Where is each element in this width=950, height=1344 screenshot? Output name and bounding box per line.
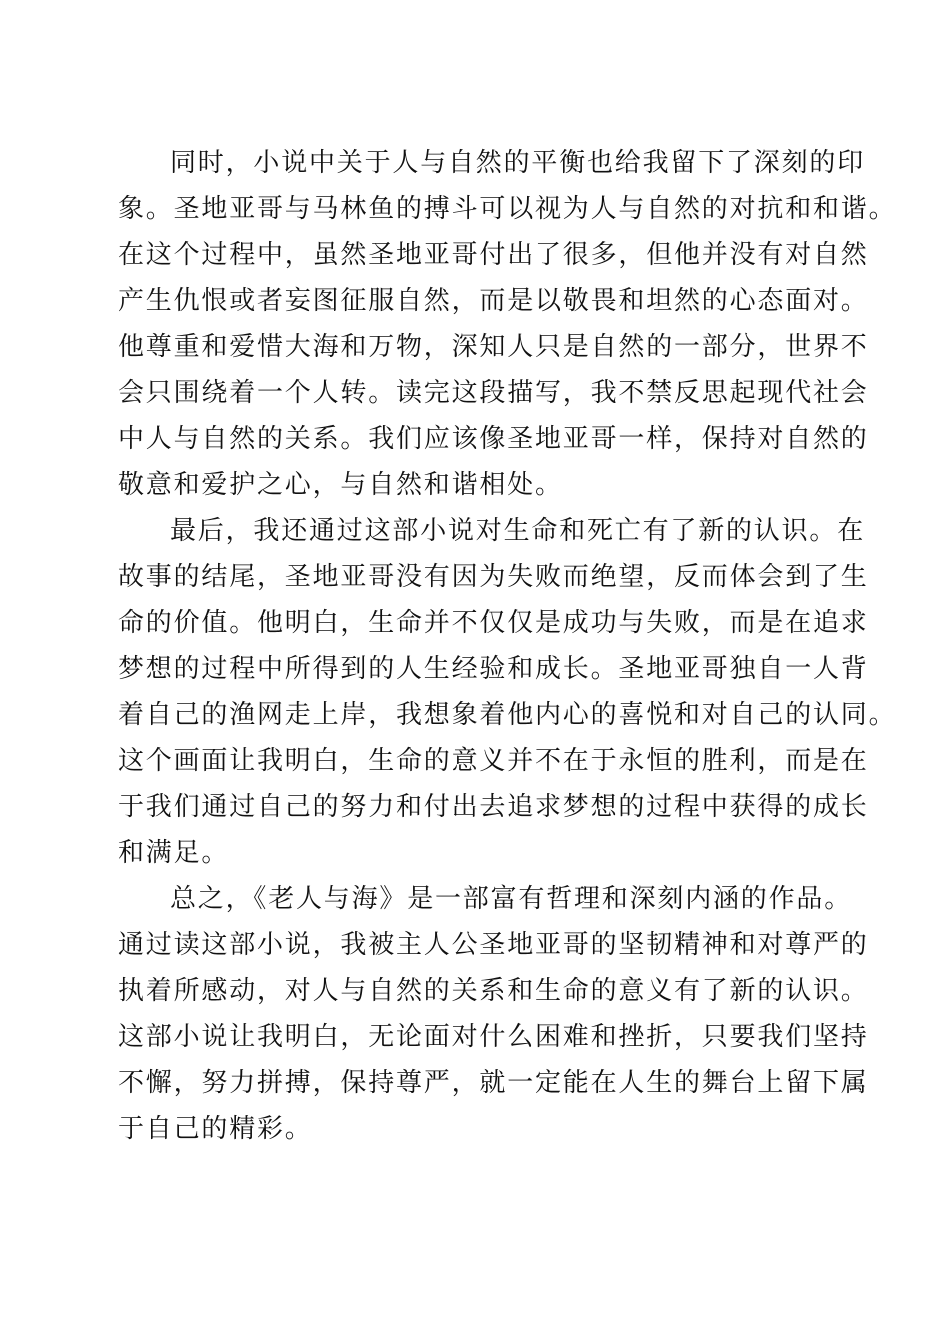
paragraph-3-line-3: 执着所感动，对人与自然的关系和生命的意义有了新的认识。 <box>118 976 869 1006</box>
paragraph-3-line-2: 通过读这部小说，我被主人公圣地亚哥的坚韧精神和对尊严的 <box>118 930 869 960</box>
paragraph-3-line-1: 总之，《老人与海》是一部富有哲理和深刻内涵的作品。 <box>170 884 853 914</box>
paragraph-2-line-3: 命的价值。他明白，生命并不仅仅是成功与失败，而是在追求 <box>118 608 869 638</box>
document-body <box>118 140 897 1152</box>
paragraph-1-line-6: 会只围绕着一个人转。读完这段描写，我不禁反思起现代社会 <box>118 378 869 408</box>
paragraph-1-line-7: 中人与自然的关系。我们应该像圣地亚哥一样，保持对自然的 <box>118 424 869 454</box>
paragraph-3-line-5: 不懈，努力拼搏，保持尊严，就一定能在人生的舞台上留下属 <box>118 1068 869 1098</box>
paragraph-1-line-1: 同时，小说中关于人与自然的平衡也给我留下了深刻的印 <box>170 148 866 178</box>
paragraph-2-line-7: 于我们通过自己的努力和付出去追求梦想的过程中获得的成长 <box>118 792 869 822</box>
paragraph-3-line-6: 于自己的精彩。 <box>118 1114 313 1144</box>
paragraph-1-line-4: 产生仇恨或者妄图征服自然，而是以敬畏和坦然的心态面对。 <box>118 286 869 316</box>
paragraph-2-line-5: 着自己的渔网走上岸，我想象着他内心的喜悦和对自己的认同。 <box>118 700 897 730</box>
paragraph-2-line-2: 故事的结尾，圣地亚哥没有因为失败而绝望，反而体会到了生 <box>118 562 869 592</box>
paragraph-2-line-8: 和满足。 <box>118 838 230 868</box>
paragraph-1-line-3: 在这个过程中，虽然圣地亚哥付出了很多，但他并没有对自然 <box>118 240 869 270</box>
paragraph-1-line-8: 敬意和爱护之心，与自然和谐相处。 <box>118 470 563 500</box>
paragraph-3-line-4: 这部小说让我明白，无论面对什么困难和挫折，只要我们坚持 <box>118 1022 869 1052</box>
paragraph-2-line-4: 梦想的过程中所得到的人生经验和成长。圣地亚哥独自一人背 <box>118 654 869 684</box>
paragraph-2-line-1: 最后，我还通过这部小说对生命和死亡有了新的认识。在 <box>170 516 866 546</box>
paragraph-1-line-2: 象。圣地亚哥与马林鱼的搏斗可以视为人与自然的对抗和和谐。 <box>118 194 897 224</box>
paragraph-1-line-5: 他尊重和爱惜大海和万物，深知人只是自然的一部分，世界不 <box>118 332 869 362</box>
paragraph-2-line-6: 这个画面让我明白，生命的意义并不在于永恒的胜利，而是在 <box>118 746 869 776</box>
